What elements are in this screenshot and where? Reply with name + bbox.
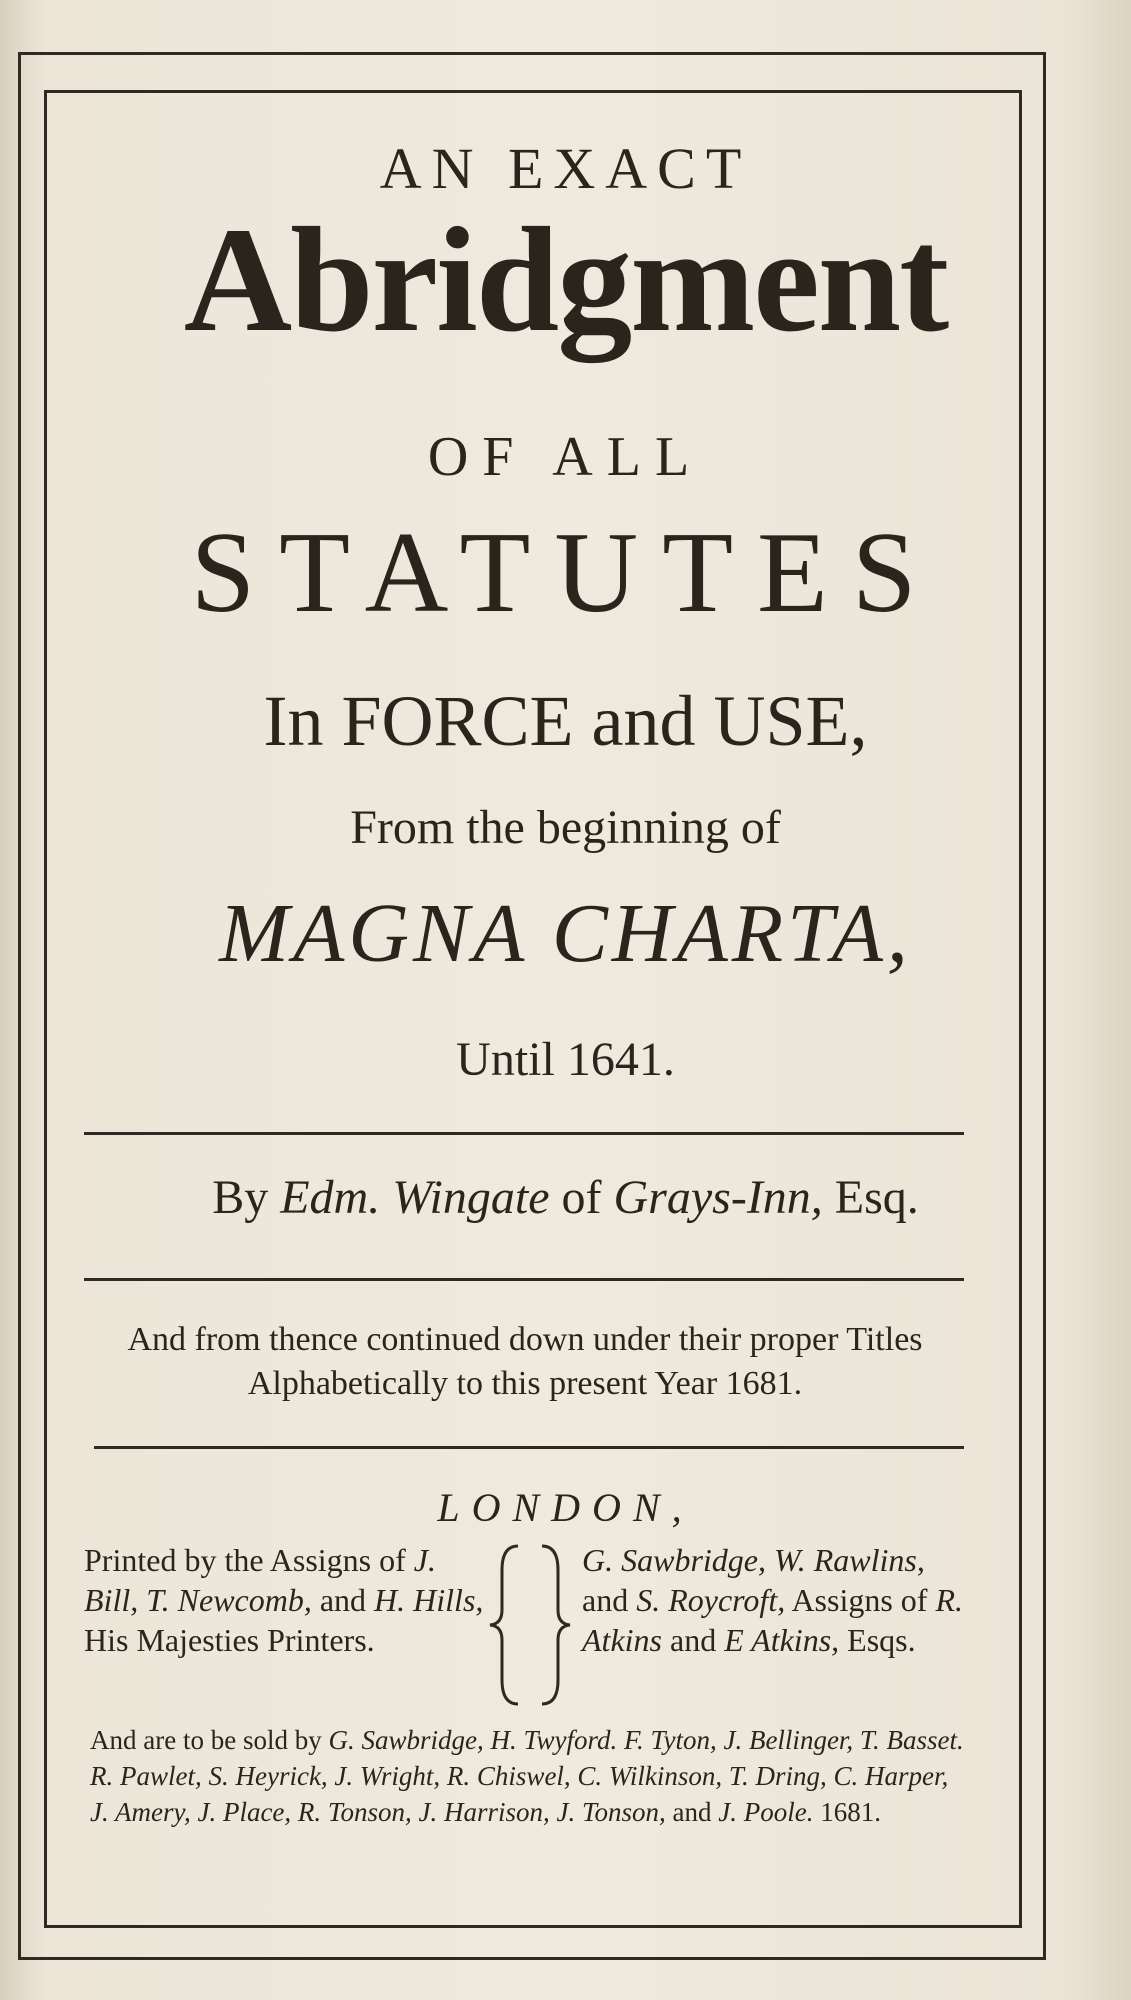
imprint-sold-intro: And are to be sold by bbox=[90, 1725, 322, 1755]
author-name: Edm. Wingate bbox=[280, 1171, 550, 1224]
imprint-left-names-2: H. Hills, bbox=[374, 1582, 484, 1618]
imprint-right-esqs: Esqs. bbox=[847, 1622, 916, 1658]
imprint-right-assigns: Assigns of bbox=[791, 1582, 928, 1618]
imprint-right-and: and bbox=[582, 1582, 629, 1618]
author-line bbox=[0, 1170, 1131, 1225]
imprint-city: LONDON, bbox=[437, 1485, 694, 1530]
title-line-abridgment: Abridgment bbox=[183, 197, 948, 363]
author-inn: Grays-Inn, bbox=[613, 1171, 823, 1224]
imprint-year: 1681. bbox=[820, 1797, 881, 1827]
imprint-right-names-4: E Atkins, bbox=[724, 1622, 840, 1658]
author-esq: Esq. bbox=[834, 1171, 919, 1224]
horizontal-rule bbox=[84, 1132, 964, 1135]
title-line-force-and-use: In FORCE and USE, bbox=[263, 681, 868, 761]
title-line-magna-charta: MAGNA CHARTA, bbox=[219, 887, 912, 980]
imprint-printed-by: Printed by the Assigns of bbox=[84, 1542, 406, 1578]
imprint-sold-names: G. Sawbridge, H. Twyford. F. Tyton, J. Bellinger, T. Basset. R. Pawlet, S. Heyrick, J. Wright, R. Chiswel, C. Wilkinson, T. Dring, C. Harper, J. Amery, J. Place, R. Tonson, J. Harrison, J. Tonson, bbox=[90, 1725, 964, 1827]
title-line-exact: AN EXACT bbox=[379, 136, 752, 201]
horizontal-rule bbox=[94, 1446, 964, 1449]
imprint-sold-by bbox=[90, 1722, 970, 1830]
title-line-statutes: STATUTES bbox=[190, 509, 941, 637]
continuation-note: And from thence continued down under their proper Titles Alphabetically to this present Year 1681. bbox=[127, 1321, 923, 1402]
imprint-right-names-2: S. Roycroft, bbox=[636, 1582, 786, 1618]
horizontal-rule bbox=[84, 1278, 964, 1281]
imprint-left-names-1: J. Bill, T. Newcomb, bbox=[84, 1542, 436, 1618]
author-by: By bbox=[212, 1171, 269, 1224]
title-line-from-beginning: From the beginning of bbox=[350, 801, 781, 854]
imprint-printers-right bbox=[582, 1540, 972, 1660]
imprint-printers-left bbox=[84, 1540, 494, 1660]
title-line-of-all: OF ALL bbox=[427, 426, 704, 488]
brace-ornament bbox=[488, 1540, 572, 1710]
author-of: of bbox=[561, 1171, 602, 1224]
title-line-until: Until 1641. bbox=[456, 1033, 675, 1086]
imprint-sold-and: and bbox=[672, 1797, 712, 1827]
imprint-sold-last: J. Poole. bbox=[718, 1797, 814, 1827]
imprint-right-names-3: R. Atkins bbox=[582, 1582, 963, 1658]
imprint-left-and: and bbox=[319, 1582, 367, 1618]
imprint-right-and-2: and bbox=[669, 1622, 717, 1658]
imprint-left-tail: His Majesties Printers. bbox=[84, 1622, 375, 1658]
imprint-right-names-1: G. Sawbridge, W. Rawlins, bbox=[582, 1542, 925, 1578]
